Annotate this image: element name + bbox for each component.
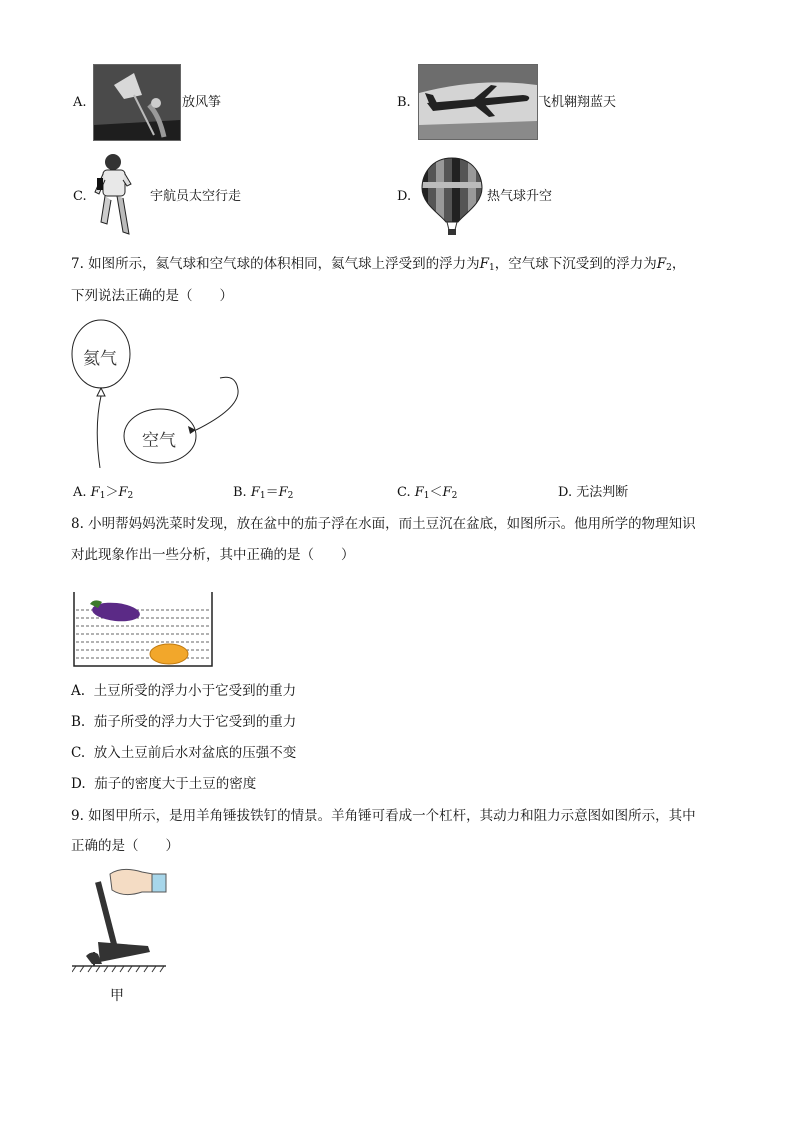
q7-stem-part2: ，空气球下沉受到的浮力为 [494,256,657,272]
q9-stem-line1: 9. 如图甲所示，是用羊角锤拔铁钉的情景。羊角锤可看成一个杠杆，其动力和阻力示意图如图所示，其中 [71,808,696,824]
subscript: 2 [451,491,458,501]
q7-option-c[interactable] [397,484,457,505]
subscript: 1 [99,491,106,501]
q7-option-b[interactable] [233,484,293,505]
q8-stem-line1: 8. 小明帮妈妈洗菜时发现，放在盆中的茄子浮在水面，而土豆沉在盆底，如图所示。他用所学的物理知识 [71,516,696,532]
option-text: 茄子所受的浮力大于它受到的重力 [93,714,297,730]
option-text: 飞机翱翔蓝天 [538,95,617,110]
option-letter: A. [71,683,86,699]
f-symbol: F [442,485,452,500]
kite-photo [93,64,181,141]
astronaut-photo [93,152,133,238]
subscript: 2 [666,263,672,273]
option-text: 茄子的密度大于土豆的密度 [94,776,257,792]
airplane-photo [418,64,538,140]
option-letter: B. [397,95,411,110]
operator: ＝ [265,485,279,500]
q7-option-d[interactable] [558,484,628,502]
balloon-figure [70,318,245,468]
option-text: 宇航员太空行走 [150,189,242,204]
option-letter: A. [73,485,87,500]
option-text: 放入土豆前后水对盆底的压强不变 [93,745,297,761]
hot-air-balloon-photo [420,156,484,236]
f-symbol: F [90,485,100,500]
q8-option-c[interactable] [71,743,296,763]
f-symbol: F [278,485,288,500]
subscript: 2 [287,491,294,501]
hammer-figure [72,868,172,978]
operator: ＞ [105,485,119,500]
f-symbol: F [414,485,424,500]
option-letter: D. [71,776,86,792]
operator: ＜ [429,485,443,500]
f-symbol: F [250,485,260,500]
subscript: 2 [127,491,134,501]
q8-option-d[interactable] [71,774,256,794]
q8-option-a[interactable] [71,681,296,701]
q7-option-a[interactable] [73,484,133,505]
option-text: 热气球升空 [487,189,553,204]
subscript: 1 [259,491,266,501]
subscript: 1 [489,263,495,273]
option-text: 无法判断 [576,485,629,500]
option-letter: B. [71,714,86,730]
q8-stem-line2: 对此现象作出一些分析，其中正确的是（ ） [71,547,355,563]
option-letter: C. [397,485,411,500]
f-symbol: F [656,256,667,272]
option-text: 土豆所受的浮力小于它受到的重力 [93,683,297,699]
q7-stem-line2: 下列说法正确的是（ ） [71,288,233,304]
helium-label: 氦气 [83,349,117,369]
option-text: 放风筝 [182,95,222,110]
f-symbol: F [118,485,128,500]
air-label: 空气 [142,431,176,451]
option-letter: A. [73,95,87,110]
basin-figure [72,590,216,668]
q9-stem-line2: 正确的是（ ） [71,838,179,854]
q8-option-b[interactable] [71,712,296,732]
option-letter: D. [397,189,412,204]
option-letter: C. [71,745,86,761]
subscript: 1 [423,491,430,501]
q7-stem-line1: 7. 如图所示，氦气球和空气球的体积相同，氦气球上浮受到的浮力为$F_1$，空气球下沉受到的浮力为$F_2$， [71,256,686,273]
option-letter: D. [558,485,573,500]
option-letter: B. [233,485,247,500]
q7-stem-part1: 7. 如图所示，氦气球和空气球的体积相同，氦气球上浮受到的浮力为 [71,256,480,272]
option-letter: C. [73,189,87,204]
f-symbol: F [479,256,490,272]
figure-label-jia: 甲 [110,988,124,1004]
